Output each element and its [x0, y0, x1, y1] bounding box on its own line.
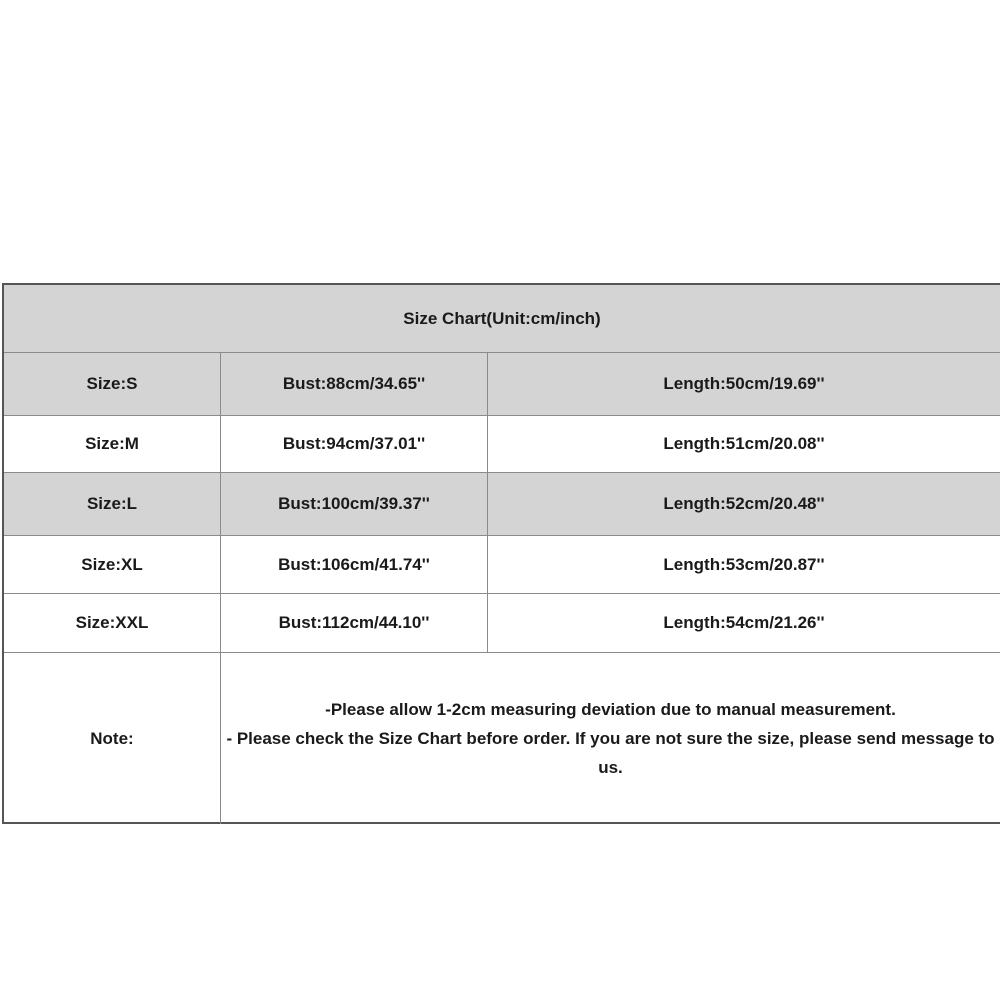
length-cell: Length:50cm/19.69'': [487, 353, 1000, 415]
size-cell: Size:XXL: [75, 613, 149, 632]
length-cell: Length:53cm/20.87'': [487, 536, 1000, 593]
size-chart-title: Size Chart(Unit:cm/inch): [403, 308, 601, 328]
table-row: [4, 594, 1000, 653]
length-cell: Length:52cm/20.48'': [487, 473, 1000, 535]
note-row: [4, 653, 1000, 824]
bust-cell: Bust:112cm/44.10'': [220, 594, 487, 652]
note-text: [220, 653, 1000, 824]
size-cell: Size:S: [86, 374, 138, 393]
length-cell: Length:54cm/21.26'': [487, 594, 1000, 652]
size-cell: Size:M: [85, 434, 139, 453]
bust-cell: Bust:106cm/41.74'': [220, 536, 487, 593]
table-row: [4, 536, 1000, 594]
table-row: [4, 473, 1000, 536]
bust-cell: Bust:94cm/37.01'': [220, 416, 487, 472]
size-chart-table: [2, 283, 1000, 824]
bust-cell: Bust:88cm/34.65'': [220, 353, 487, 415]
size-cell: Size:L: [86, 494, 138, 513]
note-line-1: -Please allow 1-2cm measuring deviation due to manual measurement.: [325, 700, 896, 719]
table-row: [4, 353, 1000, 416]
note-label: Note:: [90, 728, 134, 748]
bust-cell: Bust:100cm/39.37'': [220, 473, 487, 535]
size-cell: Size:XL: [81, 554, 143, 574]
note-line-2: - Please check the Size Chart before order. If you are not sure the size, please send message to us.: [226, 729, 995, 777]
table-row: [4, 416, 1000, 473]
size-chart-title-row: [4, 285, 1000, 353]
length-cell: Length:51cm/20.08'': [487, 416, 1000, 472]
